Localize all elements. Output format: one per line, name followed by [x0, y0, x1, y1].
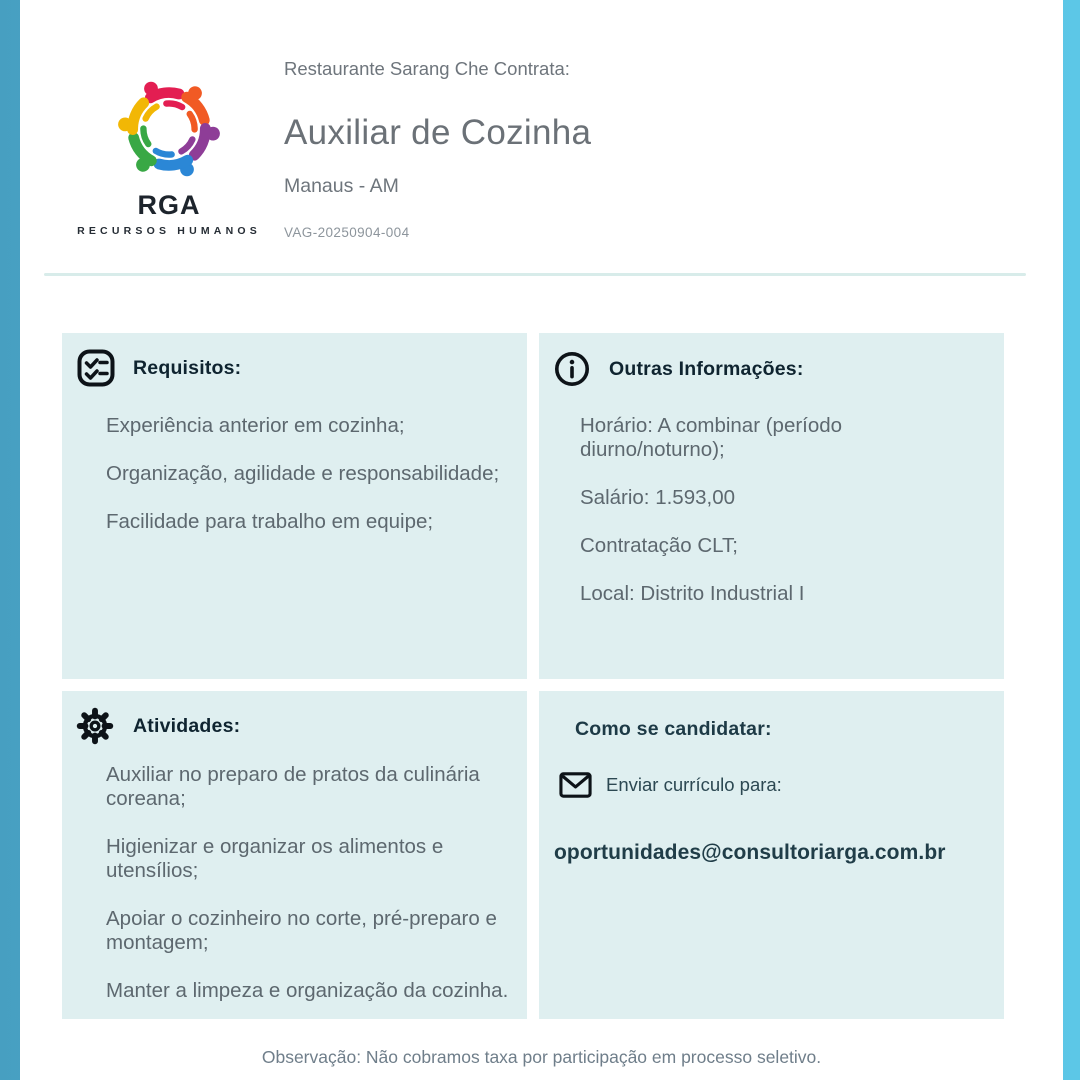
- logo-acronym: RGA: [137, 190, 201, 220]
- card-title-candidatura: Como se candidatar:: [575, 718, 772, 740]
- atividade-item: Higienizar e organizar os alimentos e utensílios;: [106, 835, 444, 882]
- job-title: Auxiliar de Cozinha: [284, 113, 592, 152]
- header: [284, 58, 591, 240]
- requisito-item: Organização, agilidade e responsabilidade;: [106, 462, 500, 485]
- logo-subtitle: RECURSOS HUMANOS: [77, 225, 261, 237]
- checklist-icon: [76, 348, 116, 388]
- company-logo: [78, 70, 260, 237]
- card-outras-informacoes: [539, 333, 1004, 679]
- card-atividades: [62, 691, 527, 1019]
- atividade-item: Apoiar o cozinheiro no corte, pré-preparo e montagem;: [106, 907, 497, 954]
- requisito-item: Facilidade para trabalho em equipe;: [106, 510, 434, 533]
- info-item: Horário: A combinar (período diurno/noturno);: [580, 414, 843, 461]
- vacancy-code: VAG-20250904-004: [284, 225, 410, 240]
- job-location: Manaus - AM: [284, 175, 399, 197]
- card-title-atividades: Atividades:: [133, 714, 241, 737]
- footer-note: Observação: Não cobramos taxa por participação em processo seletivo.: [261, 1047, 822, 1067]
- hiring-company-line: Restaurante Sarang Che Contrata:: [284, 58, 570, 79]
- people-circle-logo-icon: [110, 70, 228, 188]
- card-candidatura: [539, 691, 1004, 1019]
- send-resume-label: Enviar currículo para:: [606, 774, 782, 795]
- info-item: Local: Distrito Industrial I: [580, 582, 805, 605]
- requisito-item: Experiência anterior em cozinha;: [106, 414, 405, 437]
- card-title-requisitos: Requisitos:: [133, 356, 242, 379]
- info-icon: [553, 350, 591, 388]
- flyer-page: [20, 0, 1063, 1080]
- card-title-outras-informacoes: Outras Informações:: [609, 357, 804, 380]
- header-divider: [44, 273, 1026, 276]
- info-item: Contratação CLT;: [580, 534, 739, 557]
- gear-icon: [74, 705, 116, 747]
- card-requisitos: [62, 333, 527, 679]
- atividade-item: Manter a limpeza e organização da cozinha.: [106, 979, 509, 1002]
- envelope-icon: [559, 771, 592, 799]
- info-item: Salário: 1.593,00: [580, 486, 736, 509]
- application-email: oportunidades@consultoriarga.com.br: [554, 841, 946, 864]
- atividade-item: Auxiliar no preparo de pratos da culinária coreana;: [106, 763, 480, 810]
